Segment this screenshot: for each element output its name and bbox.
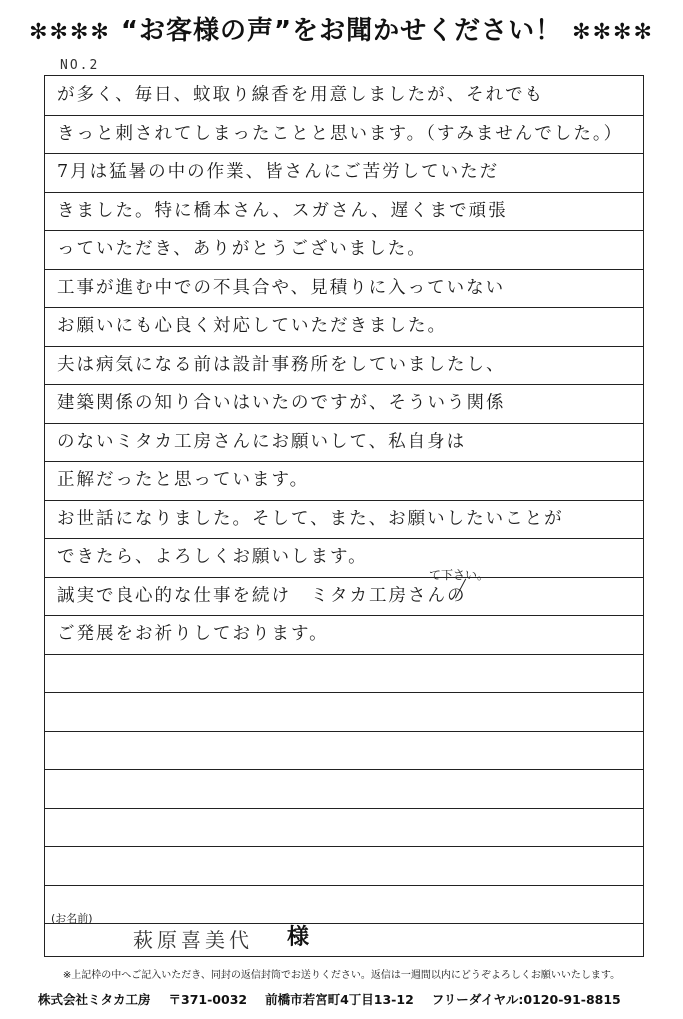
page-title: “お客様の声”をお聞かせください！ (120, 16, 563, 46)
handwritten-line: っていただき、ありがとうございました。 (57, 239, 427, 259)
handwritten-line: のないミタカ工房さんにお願いして、私自身は (57, 431, 467, 452)
handwritten-line (57, 654, 639, 692)
handwritten-line (57, 846, 639, 884)
handwritten-line (57, 731, 639, 769)
handwritten-line (57, 692, 639, 730)
honorific: 様 (287, 925, 310, 950)
handwritten-line: お世話になりました。そして、また、お願いしたいことが (57, 508, 564, 529)
comment-sheet (44, 75, 644, 957)
company-name: 株式会社ミタカ工房 (38, 992, 151, 1007)
document-number: NO.2 (60, 58, 100, 73)
page-header (0, 10, 683, 47)
handwritten-line: 工事が進む中での不具合や、見積りに入っていない (57, 277, 506, 298)
handwritten-line: 誠実で良心的な仕事を続け ミタカ工房さんの (57, 585, 467, 606)
handwritten-line: 建築関係の知り合いはいたのですが、そういう関係 (57, 393, 506, 413)
customer-name: 萩原喜美代 (133, 928, 253, 952)
handwritten-line: お願いにも心良く対応していただきました。 (57, 316, 447, 336)
free-dial: フリーダイヤル:0120-91-8815 (431, 992, 621, 1007)
insertion-text: て下さい。 (429, 568, 490, 582)
ruled-line (45, 923, 643, 924)
handwritten-line: 夫は病気になる前は設計事務所をしていましたし、 (57, 354, 506, 375)
footer (38, 990, 658, 1008)
handwritten-line: きっと刺されてしまったことと思います。（すみませんでした。） (57, 123, 624, 144)
address: 前橋市若宮町4丁目13-12 (265, 992, 414, 1007)
instructions-note: ※上記枠の中へご記入いただき、同封の返信封筒でお送りください。返信は一週間以内にどうぞよろしくお願いいたします。 (62, 970, 621, 981)
handwritten-line: 7月は猛暑の中の作業、皆さんにご苦労していただ (57, 162, 500, 182)
handwritten-line: きました。特に橋本さん、スガさん、遅くまで頑張 (57, 200, 508, 221)
handwritten-line (57, 808, 639, 846)
handwritten-line: ご発展をお祈りしております。 (57, 624, 329, 644)
handwritten-line (57, 885, 639, 923)
handwritten-line: 正解だったと思っています。 (57, 470, 310, 490)
handwritten-line (57, 769, 639, 807)
handwritten-line: できたら、よろしくお願いします。 (57, 547, 368, 567)
name-label: (お名前) (51, 912, 93, 925)
postal-code: 〒371-0032 (168, 992, 248, 1007)
handwritten-line: が多く、毎日、蚊取り線香を用意しましたが、それでも (57, 85, 545, 105)
decorative-stars-right: ✻✻✻✻ (572, 20, 654, 45)
decorative-stars-left: ✻✻✻✻ (29, 20, 111, 45)
